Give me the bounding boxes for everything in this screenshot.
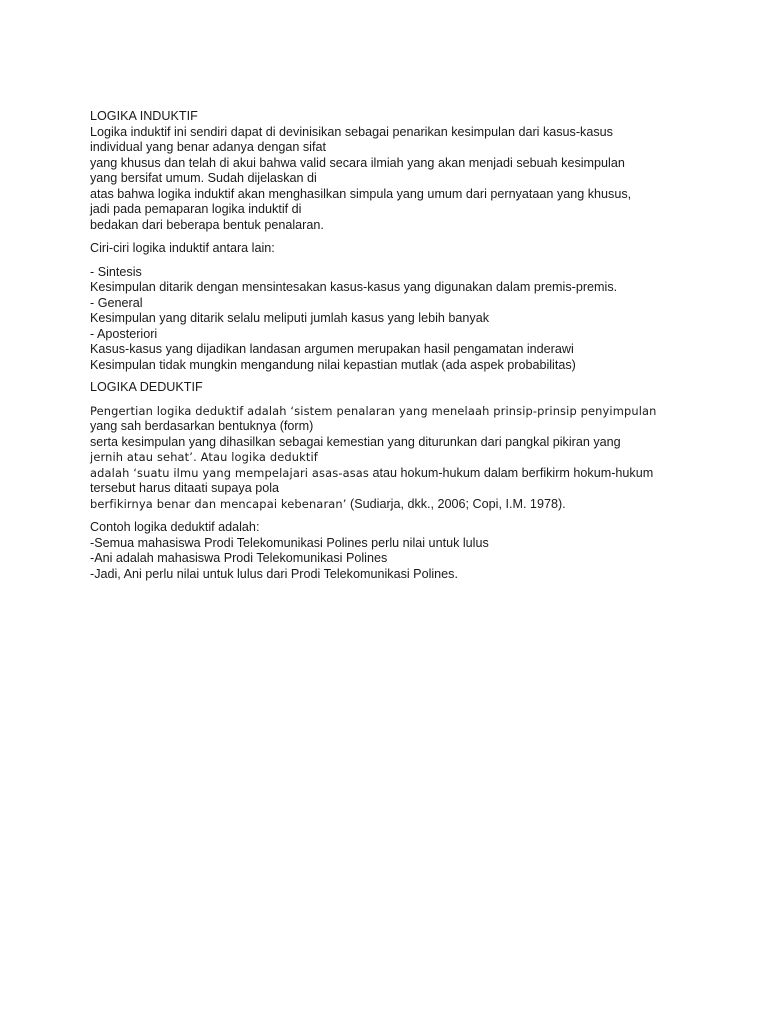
paragraph-line: jadi pada pemaparan logika induktif di xyxy=(90,202,302,216)
paragraph-line xyxy=(90,497,690,513)
paragraph-segment: atau hokum-hukum dalam berfikirm hokum-hukum xyxy=(369,465,654,480)
list-item: Kesimpulan yang ditarik selalu meliputi jumlah kasus yang lebih banyak xyxy=(90,311,490,325)
list-item: Kesimpulan tidak mungkin mengandung nilai kepastian mutlak (ada aspek probabilitas) xyxy=(90,357,576,372)
citation: (Sudiarja, dkk., 2006; Copi, I.M. 1978). xyxy=(346,496,566,511)
section-title-induktif: LOGIKA INDUKTIF xyxy=(90,109,198,123)
paragraph-line: atas bahwa logika induktif akan menghasilkan simpula yang umum dari pernyataan yang khusus, xyxy=(90,186,632,201)
paragraph-line xyxy=(90,466,690,482)
example-line: -Ani adalah mahasiswa Prodi Telekomunikasi Polines xyxy=(90,551,388,565)
paragraph-line: Logika induktif ini sendiri dapat di devinisikan sebagai penarikan kesimpulan dari kasus-kasus xyxy=(90,124,613,139)
paragraph-segment: adalah ‘suatu ilmu yang mempelajari asas-asas xyxy=(90,465,370,480)
list-item: Kasus-kasus yang dijadikan landasan argumen merupakan hasil pengamatan inderawi xyxy=(90,342,574,356)
spacer xyxy=(90,512,690,520)
spacer xyxy=(90,396,690,404)
paragraph-line: yang bersifat umum. Sudah dijelaskan di xyxy=(90,171,317,185)
section-logika-induktif xyxy=(90,109,690,233)
list-item: - General xyxy=(90,295,143,310)
paragraph-segment: berfikirnya benar dan mencapai kebenaran’ xyxy=(90,496,347,511)
contoh-section xyxy=(90,520,690,582)
contoh-heading: Contoh logika deduktif adalah: xyxy=(90,520,260,534)
paragraph-line: serta kesimpulan yang dihasilkan sebagai kemestian yang diturunkan dari pangkal pikiran yang xyxy=(90,434,621,449)
example-line: -Jadi, Ani perlu nilai untuk lulus dari Prodi Telekomunikasi Polines. xyxy=(90,566,458,581)
paragraph-line: individual yang benar adanya dengan sifat xyxy=(90,140,326,154)
ciri-heading: Ciri-ciri logika induktif antara lain: xyxy=(90,241,275,255)
spacer xyxy=(90,257,690,265)
example-line: -Semua mahasiswa Prodi Telekomunikasi Polines perlu nilai untuk lulus xyxy=(90,535,489,550)
spacer xyxy=(90,373,690,380)
spacer xyxy=(90,233,690,241)
paragraph-line: tersebut harus ditaati supaya pola xyxy=(90,481,280,495)
document-page xyxy=(90,109,690,582)
section-logika-deduktif xyxy=(90,404,690,513)
paragraph-line: jernih atau sehat’. Atau logika deduktif xyxy=(90,450,318,464)
list-item: Kesimpulan ditarik dengan mensintesakan kasus-kasus yang digunakan dalam premis-premis. xyxy=(90,280,618,294)
section-title-deduktif: LOGIKA DEDUKTIF xyxy=(90,380,203,394)
ciri-list xyxy=(90,265,690,374)
paragraph-line: yang khusus dan telah di akui bahwa valid secara ilmiah yang akan menjadi sebuah kesimpulan xyxy=(90,155,625,170)
list-item: - Aposteriori xyxy=(90,326,158,341)
paragraph-line: bedakan dari beberapa bentuk penalaran. xyxy=(90,217,324,232)
paragraph-line: yang sah berdasarkan bentuknya (form) xyxy=(90,419,314,433)
list-item: - Sintesis xyxy=(90,264,142,279)
paragraph-line: Pengertian logika deduktif adalah ‘sistem penalaran yang menelaah prinsip-prinsip penyimpulan xyxy=(90,403,657,418)
